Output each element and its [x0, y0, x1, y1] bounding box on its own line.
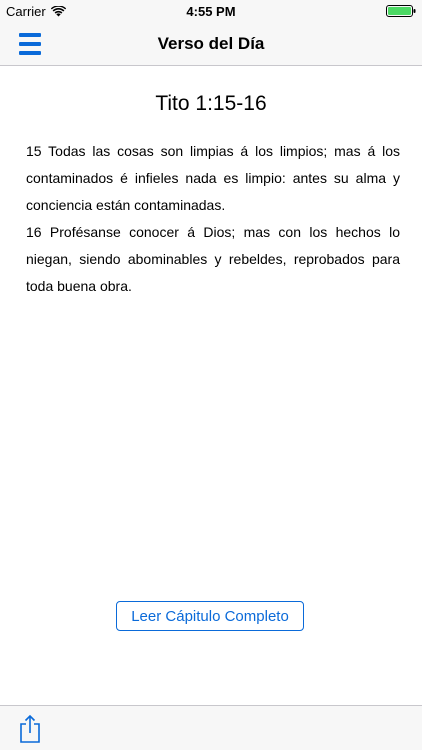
bottom-toolbar	[0, 705, 422, 750]
verse-text	[26, 138, 400, 300]
share-icon	[18, 714, 42, 744]
navigation-bar	[0, 22, 422, 66]
status-bar	[0, 0, 422, 22]
share-button[interactable]	[18, 714, 42, 744]
carrier-label: Carrier	[6, 4, 46, 19]
verse-reference: Tito 1:15-16	[155, 92, 267, 115]
status-time: 4:55 PM	[186, 4, 236, 19]
battery-icon	[386, 5, 416, 17]
verse-paragraph: 16 Profésanse conocer á Dios; mas con los hechos lo niegan, siendo abominables y rebeldes, reprobados para toda buena obra.	[26, 224, 400, 294]
verse-paragraph: 15 Todas las cosas son limpias á los limpios; mas á los contaminados é infieles nada es limpio: antes su alma y conciencia están contaminadas.	[26, 143, 400, 213]
nav-title: Verso del Día	[157, 34, 265, 53]
read-full-chapter-button[interactable]: Leer Cápitulo Completo	[116, 601, 304, 631]
